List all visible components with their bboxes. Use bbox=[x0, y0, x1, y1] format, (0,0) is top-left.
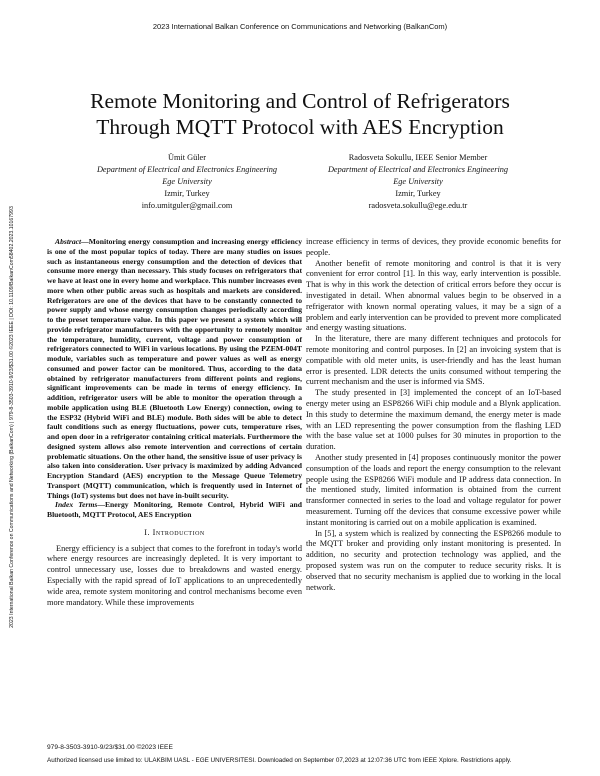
author-university: Ege University bbox=[162, 177, 212, 186]
author-block bbox=[303, 152, 533, 212]
paragraph: In the literature, there are many different techniques and protocols for remote monitoring and control purposes. In [2] an invoicing system that is compatible with old meter units, is user-friendly and has the least human error is presented. LDR detects the units consumed without tempering the current mechanism and the user is informed via SMS. bbox=[306, 334, 561, 387]
paragraph: increase efficiency in terms of devices, they provide economic benefits for people. bbox=[306, 237, 561, 257]
conference-header: 2023 International Balkan Conference on Communications and Networking (BalkanCom) bbox=[152, 22, 448, 31]
author-location: Izmir, Turkey bbox=[395, 189, 441, 198]
index-terms-text: —Energy Monitoring, Remote Control, Hybrid WiFi and Bluetooth, MQTT Protocol, AES Encryption bbox=[47, 500, 302, 519]
author-email: info.umitguler@gmail.com bbox=[141, 201, 233, 210]
abstract bbox=[47, 237, 302, 500]
author-email: radosveta.sokullu@ege.edu.tr bbox=[368, 201, 468, 210]
author-university: Ege University bbox=[393, 177, 443, 186]
index-terms-label: Index Terms bbox=[55, 500, 98, 510]
author-name: Ümit Güler bbox=[167, 153, 207, 162]
author-name: Radosveta Sokullu, IEEE Senior Member bbox=[348, 153, 488, 162]
author-location: Izmir, Turkey bbox=[164, 189, 210, 198]
author-dept: Department of Electrical and Electronics Engineering bbox=[327, 165, 509, 174]
paragraph: Another benefit of remote monitoring and control is that it is very convenient for error control [1]. In this way, early intervention is possible. That is why in this work the detection of critical errors before they occur is investigated in detail. When abnormal values begin to be observed in a refrigerator with known normal operating values, it may be a sign of a problem and early intervention can be provided to prevent more complicated and energy wasting situations. bbox=[306, 258, 561, 333]
left-column bbox=[47, 237, 302, 608]
author-dept: Department of Electrical and Electronics Engineering bbox=[96, 165, 278, 174]
footer-license: Authorized licensed use limited to: ULAKBIM UASL - EGE UNIVERSITESI. Downloaded on September 07,2023 at 12:07:36 UTC from IEEE Xplore. Restrictions apply. bbox=[47, 757, 512, 764]
paragraph: In [5], a system which is realized by connecting the ESP8266 module to the MQTT broker and providing only instant monitoring is presented. In addition, no security and protection technology was applied, and the proposed system was run on the computer to reduce security risks. It is observed that no security mechanism is applied due to working in the local network. bbox=[306, 528, 561, 592]
abstract-label: Abstract bbox=[55, 237, 82, 246]
paragraph: Another study presented in [4] proposes continuously monitor the power consumption of the loads and report the energy consumption to the relevant people using the ESP8266 WiFi module and IP address data connection. In the mentioned study, limited information is obtained from the current transformer connected in series to the load and voltage regulator for power measurement. Turning off the devices that consume excessive power while instant monitoring is carried out on a mobile application is examined. bbox=[306, 452, 561, 527]
title-line-1: Remote Monitoring and Control of Refrigerators bbox=[90, 89, 510, 113]
author-block bbox=[72, 152, 302, 212]
section-heading-introduction: I. Introduction bbox=[144, 527, 205, 537]
abstract-text: —Monitoring energy consumption and increasing energy efficiency is one of the most popular topics of today. There are many studies on issues such as instantaneous energy consumption and the detection of devices that consume more energy than necessary. This study focuses on refrigerators that we have at least one in every home and workplace. This number increases even more when other public areas such as hospitals and markets are considered. Refrigerators are one of the devices that have to be constantly connected to power supply and whose energy consumption changes periodically according to the preset temperature value. In this paper we present a system which will provide refrigerator manufacturers with the opportunity to remotely monitor the temperature, humidity, current, voltage and power consumption of refrigerators connected to WiFi in various locations. By using the PZEM-004T module, variables such as temperature and power values as well as energy consumed and power factor can be monitored. Thus, according to the data obtained by refrigerator manufacturers from different points and regions, significant improvements can be made in terms of energy efficiency. In addition, refrigerator users will be able to monitor the operation through a mobile application using BLE (Bluetooth Low Energy) connection, owing to the ESP32 (Hybrid WiFi and BLE) module. Both sides will be able to detect fault conditions such as energy fluctuations, power cuts, temperature rises, and open door in a refrigerator containing critical materials. Furthermore the designed system allows also remote intervention and corrections of certain problematic situations. On the other hand, the sensitive issue of user privacy is also taken into consideration. User privacy is maximized by adding Advanced Encryption Standard (AES) encryption to the Message Queue Telemetry Transport (MQTT) communication, which is frequently used in Internet of Things (IoT) systems but does not have in-built security. bbox=[47, 237, 302, 500]
index-terms bbox=[47, 500, 302, 520]
paragraph: Energy efficiency is a subject that comes to the forefront in today's world where energy resources are increasingly depleted. It is very important to control unnecessary use, losses due to breakdowns and wasted energy. Especially with the rapid spread of IoT applications to an unprecedentedly wide area, remote system monitoring and control mechanisms become even more mandatory. While these improvements bbox=[47, 543, 302, 607]
footer-isbn: 979-8-3503-3910-9/23/$31.00 ©2023 IEEE bbox=[47, 744, 173, 751]
side-doi-strip: 2023 International Balkan Conference on Communications and Networking (BalkanCom) | 979-8-3503-3910-9/23/$31.00 ©2023 IEEE | DOI: 10.1109/BalkanCom58402.2023.10167993 bbox=[9, 206, 15, 628]
title-line-2: Through MQTT Protocol with AES Encryption bbox=[96, 115, 504, 139]
paper-title bbox=[40, 88, 560, 140]
paragraph: The study presented in [3] implemented the concept of an IoT-based energy meter using an ESP8266 WiFi chip module and a Blynk application. In this study to determine the maximum demand, the energy meter is made with an LED representing the power consumption from the flashing LED with the base value set at 1000 pulses for 30 minutes in proportion to the duration. bbox=[306, 388, 561, 452]
right-column bbox=[306, 237, 561, 593]
